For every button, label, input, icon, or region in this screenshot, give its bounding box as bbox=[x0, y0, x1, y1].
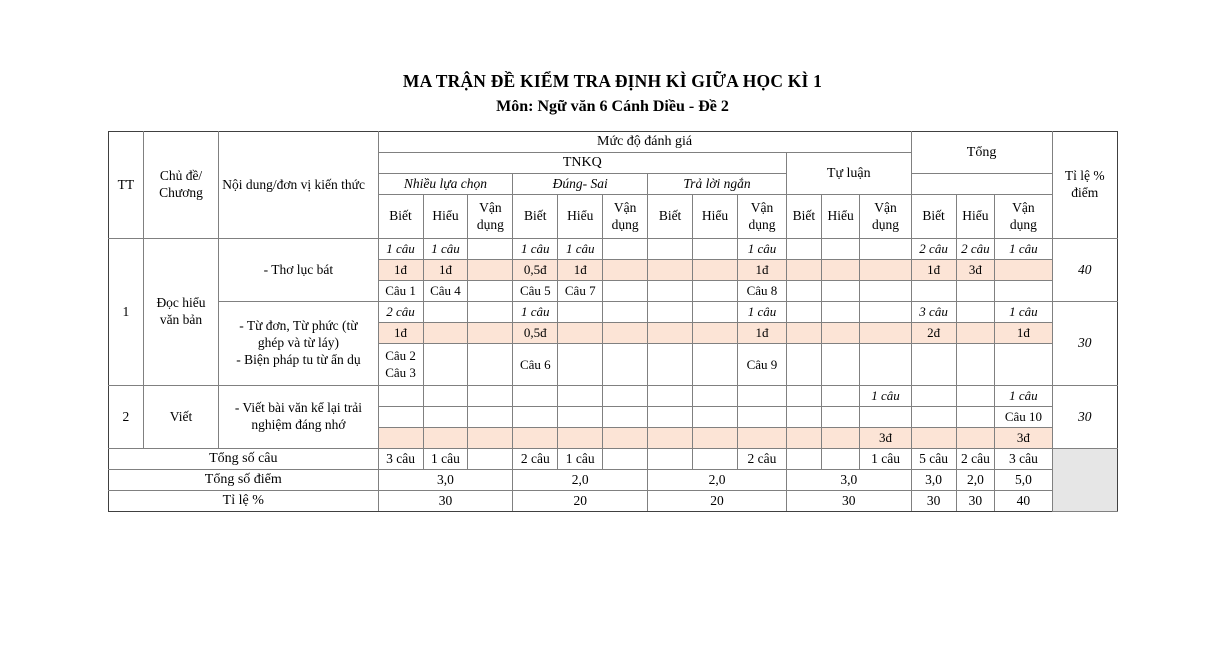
header-level-hieu-ds: Hiểu bbox=[558, 195, 603, 239]
cell-count: 2 câu bbox=[956, 239, 995, 260]
cell-count bbox=[821, 302, 860, 323]
header-level-vandung-ds bbox=[603, 195, 648, 239]
cell-count: 3 câu bbox=[911, 302, 956, 323]
cell-score bbox=[737, 428, 786, 449]
cell-score: 3đ bbox=[995, 428, 1052, 449]
cell-count bbox=[956, 386, 995, 407]
cell-score: 1đ bbox=[995, 323, 1052, 344]
cell-count: 1 câu bbox=[995, 386, 1052, 407]
cell-question: Câu 6 bbox=[513, 344, 558, 386]
vd-line2-tl: dụng bbox=[872, 216, 900, 232]
cell-score bbox=[995, 260, 1052, 281]
cell-count bbox=[648, 386, 693, 407]
cell-count: 1 câu bbox=[737, 302, 786, 323]
cell-count bbox=[693, 386, 738, 407]
header-level-biet-tln: Biết bbox=[648, 195, 693, 239]
row-ratio-1b: 30 bbox=[1052, 302, 1118, 386]
row-content-2a-line2: nghiệm đáng nhớ bbox=[251, 417, 346, 433]
cell-count bbox=[423, 386, 468, 407]
cell-count: 1 câu bbox=[513, 302, 558, 323]
cell-question bbox=[956, 407, 995, 428]
summary-cell: 20 bbox=[513, 491, 648, 512]
summary-cell: 2 câu bbox=[737, 449, 786, 470]
summary-cell: 2 câu bbox=[956, 449, 995, 470]
cell-score bbox=[821, 428, 860, 449]
cell-count bbox=[603, 239, 648, 260]
cell-count bbox=[737, 386, 786, 407]
header-ratio-line2: điểm bbox=[1071, 185, 1099, 201]
summary-row-total-questions bbox=[109, 449, 1118, 470]
cell-question bbox=[911, 407, 956, 428]
cell-question bbox=[995, 281, 1052, 302]
cell-score bbox=[468, 428, 513, 449]
cell-count: 1 câu bbox=[378, 239, 423, 260]
cell-count bbox=[860, 302, 911, 323]
cell-question bbox=[648, 344, 693, 386]
cell-score: 1đ bbox=[423, 260, 468, 281]
cell-score bbox=[648, 428, 693, 449]
header-topic bbox=[143, 132, 219, 239]
cell-score bbox=[558, 428, 603, 449]
row-content-1a: - Thơ lục bát bbox=[219, 239, 378, 302]
cell-count: 1 câu bbox=[995, 302, 1052, 323]
cell-count: 1 câu bbox=[558, 239, 603, 260]
cell-question bbox=[786, 407, 821, 428]
cell-count bbox=[693, 302, 738, 323]
cell-score bbox=[693, 323, 738, 344]
cell-score bbox=[821, 323, 860, 344]
cell-count bbox=[786, 302, 821, 323]
summary-cell: 2 câu bbox=[513, 449, 558, 470]
cell-score bbox=[513, 428, 558, 449]
cell-question: Câu 7 bbox=[558, 281, 603, 302]
cell-question bbox=[423, 344, 468, 386]
cell-score: 2đ bbox=[911, 323, 956, 344]
cell-question bbox=[860, 344, 911, 386]
summary-cell: 2,0 bbox=[648, 470, 787, 491]
cell-question bbox=[558, 344, 603, 386]
cell-count bbox=[860, 239, 911, 260]
cell-count bbox=[603, 386, 648, 407]
header-level-vandung-tl bbox=[860, 195, 911, 239]
header-content: Nội dung/đơn vị kiến thức bbox=[219, 132, 378, 239]
cell-question bbox=[860, 407, 911, 428]
cell-question bbox=[821, 281, 860, 302]
title-block bbox=[0, 0, 1225, 117]
header-row-1 bbox=[109, 132, 1118, 153]
vd-line1-tong: Vận bbox=[1012, 199, 1035, 215]
cell-score: 0,5đ bbox=[513, 260, 558, 281]
cell-score bbox=[423, 323, 468, 344]
row-topic-1-line1: Đọc hiểu bbox=[156, 295, 206, 311]
cell-score bbox=[468, 260, 513, 281]
cell-count: 2 câu bbox=[911, 239, 956, 260]
vd-line1-tl: Vận bbox=[874, 199, 897, 215]
cell-score: 1đ bbox=[911, 260, 956, 281]
summary-cell: 3 câu bbox=[378, 449, 423, 470]
cell-question bbox=[423, 407, 468, 428]
cell-question: Câu 5 bbox=[513, 281, 558, 302]
summary-cell: 3,0 bbox=[911, 470, 956, 491]
summary-cell: 1 câu bbox=[558, 449, 603, 470]
cell-count bbox=[693, 239, 738, 260]
cell-score bbox=[693, 260, 738, 281]
header-dung-sai: Đúng- Sai bbox=[513, 174, 648, 195]
cell-score bbox=[378, 428, 423, 449]
cell-count bbox=[468, 239, 513, 260]
header-tt: TT bbox=[109, 132, 144, 239]
cell-score bbox=[603, 428, 648, 449]
cell-score bbox=[603, 323, 648, 344]
cell-question bbox=[821, 344, 860, 386]
cell-question bbox=[468, 407, 513, 428]
cell-score bbox=[786, 260, 821, 281]
cell-count bbox=[423, 302, 468, 323]
header-nhieu-lua-chon: Nhiều lựa chọn bbox=[378, 174, 513, 195]
row-tt-2: 2 bbox=[109, 386, 144, 449]
row-content-2a bbox=[219, 386, 378, 449]
assessment-matrix-table bbox=[108, 131, 1118, 512]
header-level-hieu-tl: Hiểu bbox=[821, 195, 860, 239]
cell-question bbox=[648, 281, 693, 302]
cell-question-line1: Câu 2 bbox=[385, 348, 416, 364]
summary-row-total-score bbox=[109, 470, 1118, 491]
cell-score bbox=[821, 260, 860, 281]
cell-count bbox=[468, 302, 513, 323]
cell-question bbox=[693, 344, 738, 386]
cell-count: 1 câu bbox=[860, 386, 911, 407]
summary-cell: 30 bbox=[378, 491, 513, 512]
cell-score bbox=[558, 323, 603, 344]
cell-score: 1đ bbox=[558, 260, 603, 281]
summary-cell: 5,0 bbox=[995, 470, 1052, 491]
vd-line2-ds: dụng bbox=[611, 216, 639, 232]
header-topic-line1: Chủ đề/ bbox=[159, 168, 203, 184]
cell-score: 3đ bbox=[956, 260, 995, 281]
cell-question: Câu 4 bbox=[423, 281, 468, 302]
cell-score bbox=[956, 428, 995, 449]
summary-cell bbox=[468, 449, 513, 470]
cell-question bbox=[737, 407, 786, 428]
cell-score: 1đ bbox=[737, 260, 786, 281]
cell-count bbox=[786, 239, 821, 260]
summary-cell: 2,0 bbox=[513, 470, 648, 491]
cell-score: 3đ bbox=[860, 428, 911, 449]
cell-score bbox=[603, 260, 648, 281]
cell-score: 1đ bbox=[378, 260, 423, 281]
cell-count: 1 câu bbox=[737, 239, 786, 260]
cell-question bbox=[693, 281, 738, 302]
vd-line1-ds: Vận bbox=[613, 199, 637, 215]
summary-cell: 40 bbox=[995, 491, 1052, 512]
header-level-hieu-tong: Hiểu bbox=[956, 195, 995, 239]
cell-count bbox=[468, 386, 513, 407]
cell-count bbox=[558, 386, 603, 407]
header-level-vandung-tong bbox=[995, 195, 1052, 239]
summary-cell: 1 câu bbox=[860, 449, 911, 470]
cell-question bbox=[378, 344, 423, 386]
cell-score bbox=[860, 323, 911, 344]
cell-question bbox=[821, 407, 860, 428]
summary-cell: 30 bbox=[911, 491, 956, 512]
header-tra-loi-ngan: Trả lời ngắn bbox=[648, 174, 787, 195]
vd-line2-mc: dụng bbox=[476, 216, 504, 232]
header-level-hieu-tln: Hiểu bbox=[693, 195, 738, 239]
table-row bbox=[109, 302, 1118, 323]
summary-cell: 2,0 bbox=[956, 470, 995, 491]
cell-count bbox=[821, 386, 860, 407]
summary-ratio-filler bbox=[1052, 449, 1118, 512]
cell-count: 2 câu bbox=[378, 302, 423, 323]
row-ratio-2a: 30 bbox=[1052, 386, 1118, 449]
row-content-2a-line1: - Viết bài văn kể lại trải bbox=[234, 400, 362, 416]
summary-cell: 3,0 bbox=[786, 470, 911, 491]
header-tu-luan: Tự luận bbox=[786, 153, 911, 195]
header-level-hieu-mc: Hiểu bbox=[423, 195, 468, 239]
summary-cell: 30 bbox=[786, 491, 911, 512]
cell-question: Câu 9 bbox=[737, 344, 786, 386]
header-level-biet-ds: Biết bbox=[513, 195, 558, 239]
cell-score bbox=[468, 323, 513, 344]
summary-cell bbox=[693, 449, 738, 470]
summary-row-percentage bbox=[109, 491, 1118, 512]
header-tong: Tổng bbox=[911, 132, 1052, 174]
cell-count bbox=[956, 302, 995, 323]
summary-cell bbox=[603, 449, 648, 470]
summary-cell: 3,0 bbox=[378, 470, 513, 491]
header-level-biet-tl: Biết bbox=[786, 195, 821, 239]
cell-count bbox=[378, 386, 423, 407]
header-topic-line2: Chương bbox=[159, 185, 203, 201]
cell-question bbox=[786, 281, 821, 302]
row-content-1b-line2: ghép và từ láy) bbox=[257, 335, 340, 351]
summary-label-total-score: Tổng số điểm bbox=[109, 470, 379, 491]
cell-count bbox=[648, 302, 693, 323]
cell-score: 1đ bbox=[378, 323, 423, 344]
cell-question bbox=[786, 344, 821, 386]
cell-question bbox=[603, 281, 648, 302]
summary-cell bbox=[821, 449, 860, 470]
cell-question bbox=[956, 281, 995, 302]
row-tt-1: 1 bbox=[109, 239, 144, 386]
table-row bbox=[109, 239, 1118, 260]
cell-question: Câu 10 bbox=[995, 407, 1052, 428]
cell-question: Câu 1 bbox=[378, 281, 423, 302]
summary-cell bbox=[786, 449, 821, 470]
summary-cell bbox=[648, 449, 693, 470]
cell-count bbox=[786, 386, 821, 407]
cell-score bbox=[693, 428, 738, 449]
cell-question: Câu 8 bbox=[737, 281, 786, 302]
cell-score bbox=[423, 428, 468, 449]
cell-question-line2: Câu 3 bbox=[385, 364, 416, 380]
cell-question bbox=[693, 407, 738, 428]
summary-label-total-questions: Tổng số câu bbox=[109, 449, 379, 470]
cell-question bbox=[603, 407, 648, 428]
header-level-biet-mc: Biết bbox=[378, 195, 423, 239]
summary-cell: 1 câu bbox=[423, 449, 468, 470]
cell-count bbox=[821, 239, 860, 260]
header-level-vandung-tln bbox=[737, 195, 786, 239]
cell-score bbox=[786, 323, 821, 344]
cell-count bbox=[558, 302, 603, 323]
cell-score bbox=[911, 428, 956, 449]
cell-question bbox=[956, 344, 995, 386]
row-content-1b bbox=[219, 302, 378, 386]
vd-line2-tln: dụng bbox=[748, 216, 776, 232]
cell-question bbox=[860, 281, 911, 302]
row-content-1b-line3: - Biện pháp tu từ ẩn dụ bbox=[236, 352, 361, 368]
vd-line1-mc: Vận bbox=[479, 199, 502, 215]
cell-score bbox=[648, 260, 693, 281]
matrix-table-wrapper bbox=[108, 131, 1118, 512]
cell-score bbox=[648, 323, 693, 344]
row-topic-1-line2: văn bản bbox=[159, 312, 203, 328]
row-topic-1 bbox=[143, 239, 219, 386]
cell-score bbox=[956, 323, 995, 344]
cell-question bbox=[603, 344, 648, 386]
row-content-1b-line1: - Từ đơn, Từ phức (từ bbox=[239, 318, 358, 334]
page-title: MA TRẬN ĐỀ KIỂM TRA ĐỊNH KÌ GIỮA HỌC KÌ 1 bbox=[402, 71, 823, 91]
cell-count: 1 câu bbox=[995, 239, 1052, 260]
cell-score: 1đ bbox=[737, 323, 786, 344]
cell-count: 1 câu bbox=[423, 239, 468, 260]
header-level-group: Mức độ đánh giá bbox=[378, 132, 911, 153]
header-ratio-score bbox=[1052, 132, 1118, 239]
cell-question bbox=[513, 407, 558, 428]
vd-line2-tong: dụng bbox=[1009, 216, 1037, 232]
header-ratio-line1: Tỉ lệ % bbox=[1064, 168, 1105, 184]
cell-question bbox=[468, 344, 513, 386]
row-topic-2: Viết bbox=[143, 386, 219, 449]
cell-count bbox=[911, 386, 956, 407]
summary-label-percentage: Tỉ lệ % bbox=[109, 491, 379, 512]
cell-score bbox=[786, 428, 821, 449]
summary-cell: 30 bbox=[956, 491, 995, 512]
cell-question bbox=[995, 344, 1052, 386]
cell-count bbox=[648, 239, 693, 260]
cell-count bbox=[603, 302, 648, 323]
header-tong-repeat bbox=[911, 174, 1052, 195]
cell-question bbox=[911, 344, 956, 386]
cell-score bbox=[860, 260, 911, 281]
cell-question bbox=[468, 281, 513, 302]
table-row bbox=[109, 386, 1118, 407]
cell-question bbox=[648, 407, 693, 428]
summary-cell: 5 câu bbox=[911, 449, 956, 470]
cell-question bbox=[378, 407, 423, 428]
cell-question bbox=[911, 281, 956, 302]
header-tnkq: TNKQ bbox=[378, 153, 786, 174]
summary-cell: 3 câu bbox=[995, 449, 1052, 470]
cell-count bbox=[513, 386, 558, 407]
vd-line1-tln: Vận bbox=[750, 199, 774, 215]
row-ratio-1a: 40 bbox=[1052, 239, 1118, 302]
header-level-vandung-mc bbox=[468, 195, 513, 239]
page-subtitle: Môn: Ngữ văn 6 Cánh Diều - Đề 2 bbox=[496, 97, 729, 115]
cell-count: 1 câu bbox=[513, 239, 558, 260]
header-level-biet-tong: Biết bbox=[911, 195, 956, 239]
cell-score: 0,5đ bbox=[513, 323, 558, 344]
cell-question bbox=[558, 407, 603, 428]
summary-cell: 20 bbox=[648, 491, 787, 512]
